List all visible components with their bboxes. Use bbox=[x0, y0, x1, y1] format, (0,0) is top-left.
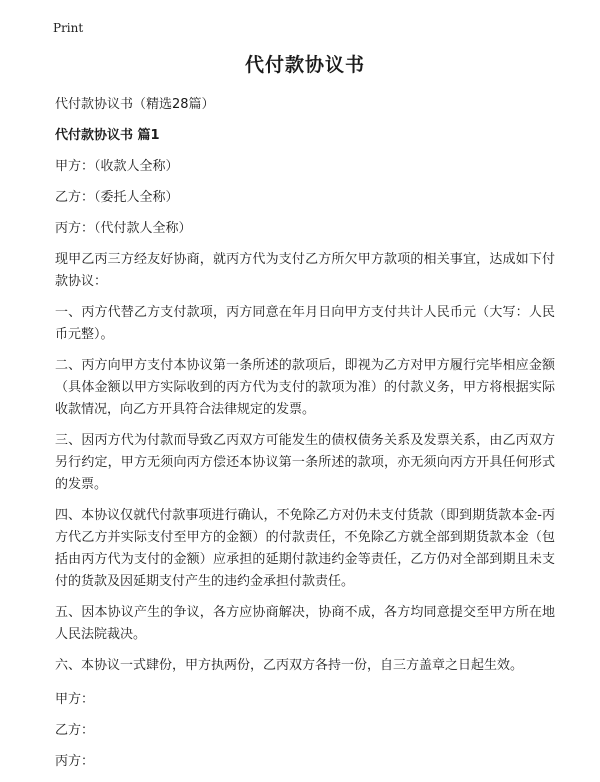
document-page bbox=[55, 50, 555, 782]
document-title: 代付款协议书 bbox=[244, 54, 365, 76]
print-link[interactable]: Print bbox=[53, 21, 84, 35]
clause-5: 五、因本协议产生的争议，各方应协商解决，协商不成，各方均同意提交至甲方所在地人民法院裁决。 bbox=[55, 605, 555, 642]
party-b-line: 乙方：（委托人全称） bbox=[55, 190, 179, 205]
signature-party-c: 丙方： bbox=[55, 754, 95, 769]
clause-6: 六、本协议一式肆份，甲方执两份，乙丙双方各持一份，自三方盖章之日起生效。 bbox=[55, 658, 524, 673]
party-a-line: 甲方：（收款人全称） bbox=[55, 159, 179, 174]
party-c-line: 丙方：（代付款人全称） bbox=[55, 221, 192, 236]
document-subtitle: 代付款协议书（精选28篇） bbox=[55, 97, 215, 112]
intro-paragraph: 现甲乙丙三方经友好协商，就丙方代为支付乙方所欠甲方款项的相关事宜，达成如下付款协议： bbox=[55, 252, 555, 289]
clause-2: 二、丙方向甲方支付本协议第一条所述的款项后，即视为乙方对甲方履行完毕相应金额（具体金额以甲方实际收到的丙方代为支付的款项为准）的付款义务，甲方将根据实际收款情况，向乙方开具符合法律规定的发票。 bbox=[55, 358, 555, 417]
section-heading: 代付款协议书 篇1 bbox=[55, 128, 160, 143]
clause-3: 三、因丙方代为付款而导致乙丙双方可能发生的债权债务关系及发票关系，由乙丙双方另行约定，甲方无须向丙方偿还本协议第一条所述的款项，亦无须向丙方开具任何形式的发票。 bbox=[55, 433, 555, 492]
signature-party-b: 乙方： bbox=[55, 723, 95, 738]
clause-4: 四、本协议仅就代付款事项进行确认，不免除乙方对仍未支付货款（即到期货款本金-丙方代乙方并实际支付至甲方的金额）的付款责任，不免除乙方就全部到期货款本金（包括由丙方代为支付的金额）应承担的延期付款违约金等责任，乙方仍对全部到期且未支付的货款及因延期支付产生的违约金承担付款责任。 bbox=[55, 508, 555, 589]
signature-party-a: 甲方： bbox=[55, 692, 95, 707]
clause-1: 一、丙方代替乙方支付款项，丙方同意在年月日向甲方支付共计人民币元（大写：人民币元整）。 bbox=[55, 305, 555, 342]
